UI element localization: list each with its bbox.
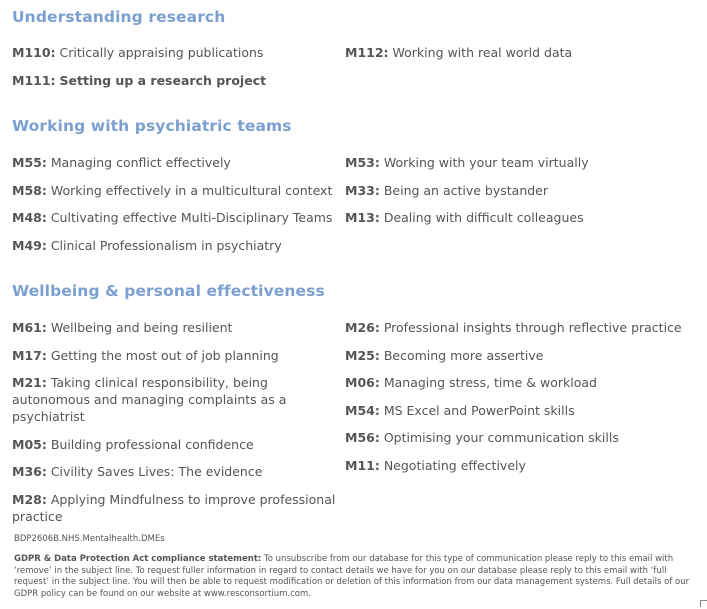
module-code: M26: bbox=[345, 320, 380, 335]
module-item[interactable] bbox=[12, 209, 342, 226]
module-item[interactable] bbox=[12, 44, 342, 61]
module-title: Wellbeing and being resilient bbox=[50, 320, 233, 335]
module-code: M13: bbox=[345, 210, 380, 225]
module-item[interactable] bbox=[345, 182, 695, 199]
gdpr-statement bbox=[14, 554, 694, 600]
module-code: M36: bbox=[12, 464, 47, 479]
module-title: Managing stress, time & workload bbox=[383, 375, 597, 390]
gdpr-text: To unsubscribe from our database for this type of communication please reply to this email with ‘remove’ in the subject line. To request fuller information in regard to contact details we have for you on our database please reply to this email with ‘full request’ in the subject line. You will then be able to request modification or deletion of this information from our data management systems. Full details of our GDPR policy can be found on our website at www.resconsortium.com. bbox=[14, 554, 690, 599]
module-code: M06: bbox=[345, 375, 380, 390]
module-title: Building professional confidence bbox=[50, 436, 254, 452]
module-title: Managing conflict effectively bbox=[50, 155, 231, 170]
module-item[interactable] bbox=[12, 182, 342, 199]
module-title: Taking clinical responsibility, being autonomous and managing complaints as a psychiatrist bbox=[12, 375, 287, 424]
section-wellbeing-personal-effectiveness bbox=[12, 282, 697, 524]
module-item[interactable] bbox=[12, 436, 342, 453]
module-code: M110: bbox=[12, 45, 56, 60]
module-item[interactable] bbox=[345, 154, 695, 171]
module-item[interactable] bbox=[345, 209, 695, 226]
module-code: M28: bbox=[12, 491, 47, 507]
resize-corner bbox=[700, 600, 707, 607]
module-code: M112: bbox=[345, 45, 389, 60]
module-item[interactable] bbox=[12, 72, 342, 89]
module-code: M55: bbox=[12, 155, 47, 170]
module-code: M61: bbox=[12, 320, 47, 335]
module-title: Setting up a research project bbox=[59, 72, 267, 88]
module-item[interactable] bbox=[345, 457, 695, 474]
module-title: MS Excel and PowerPoint skills bbox=[383, 402, 575, 418]
module-title: Civility Saves Lives: The evidence bbox=[50, 464, 263, 479]
module-item[interactable] bbox=[12, 491, 342, 525]
module-title: Critically appraising publications bbox=[59, 45, 264, 60]
module-code: M25: bbox=[345, 347, 380, 363]
left-column bbox=[12, 44, 342, 99]
module-item[interactable] bbox=[12, 374, 342, 425]
module-code: M48: bbox=[12, 210, 47, 225]
module-code: M17: bbox=[12, 347, 47, 363]
module-title: Dealing with difficult colleagues bbox=[383, 210, 584, 225]
module-item[interactable] bbox=[345, 429, 695, 446]
module-item[interactable] bbox=[12, 347, 342, 364]
right-column bbox=[345, 44, 695, 72]
module-title: Cultivating effective Multi-Disciplinary Teams bbox=[50, 210, 333, 225]
module-code: M111: bbox=[12, 72, 56, 88]
module-title: Working with real world data bbox=[392, 45, 573, 60]
module-title: Applying Mindfulness to improve professional practice bbox=[12, 491, 336, 524]
module-code: M53: bbox=[345, 155, 380, 170]
module-code: M58: bbox=[12, 182, 47, 198]
module-code: M11: bbox=[345, 457, 380, 473]
module-title: Clinical Professionalism in psychiatry bbox=[50, 237, 282, 253]
right-column bbox=[345, 319, 695, 484]
module-code: M21: bbox=[12, 375, 47, 390]
module-title: Professional insights through reflective practice bbox=[383, 320, 682, 335]
module-item[interactable] bbox=[345, 44, 695, 61]
reference-code: BDP2606B.NHS.Mentalhealth.DMEs bbox=[14, 534, 165, 544]
module-code: M54: bbox=[345, 402, 380, 418]
module-title: Becoming more assertive bbox=[383, 347, 544, 363]
module-item[interactable] bbox=[12, 463, 342, 480]
module-title: Getting the most out of job planning bbox=[50, 347, 279, 363]
module-title: Working with your team virtually bbox=[383, 155, 589, 170]
module-item[interactable] bbox=[345, 319, 695, 336]
module-item[interactable] bbox=[345, 402, 695, 419]
module-item[interactable] bbox=[12, 237, 342, 254]
left-column bbox=[12, 319, 342, 535]
module-title: Optimising your communication skills bbox=[383, 430, 619, 445]
module-title: Being an active bystander bbox=[383, 182, 549, 198]
section-heading: Understanding research bbox=[12, 8, 226, 26]
section-working-with-psychiatric-teams bbox=[12, 117, 697, 253]
section-heading: Working with psychiatric teams bbox=[12, 117, 292, 135]
module-code: M33: bbox=[345, 182, 380, 198]
module-code: M05: bbox=[12, 436, 47, 452]
module-title: Working effectively in a multicultural context bbox=[50, 182, 333, 198]
module-title: Negotiating effectively bbox=[383, 457, 526, 473]
left-column bbox=[12, 154, 342, 264]
module-item[interactable] bbox=[345, 374, 695, 391]
section-understanding-research bbox=[12, 8, 697, 88]
gdpr-label: GDPR & Data Protection Act compliance statement: bbox=[14, 554, 262, 564]
right-column bbox=[345, 154, 695, 237]
module-item[interactable] bbox=[12, 154, 342, 171]
module-code: M49: bbox=[12, 237, 47, 253]
module-item[interactable] bbox=[345, 347, 695, 364]
section-heading: Wellbeing & personal effectiveness bbox=[12, 282, 325, 300]
module-item[interactable] bbox=[12, 319, 342, 336]
module-code: M56: bbox=[345, 430, 380, 445]
